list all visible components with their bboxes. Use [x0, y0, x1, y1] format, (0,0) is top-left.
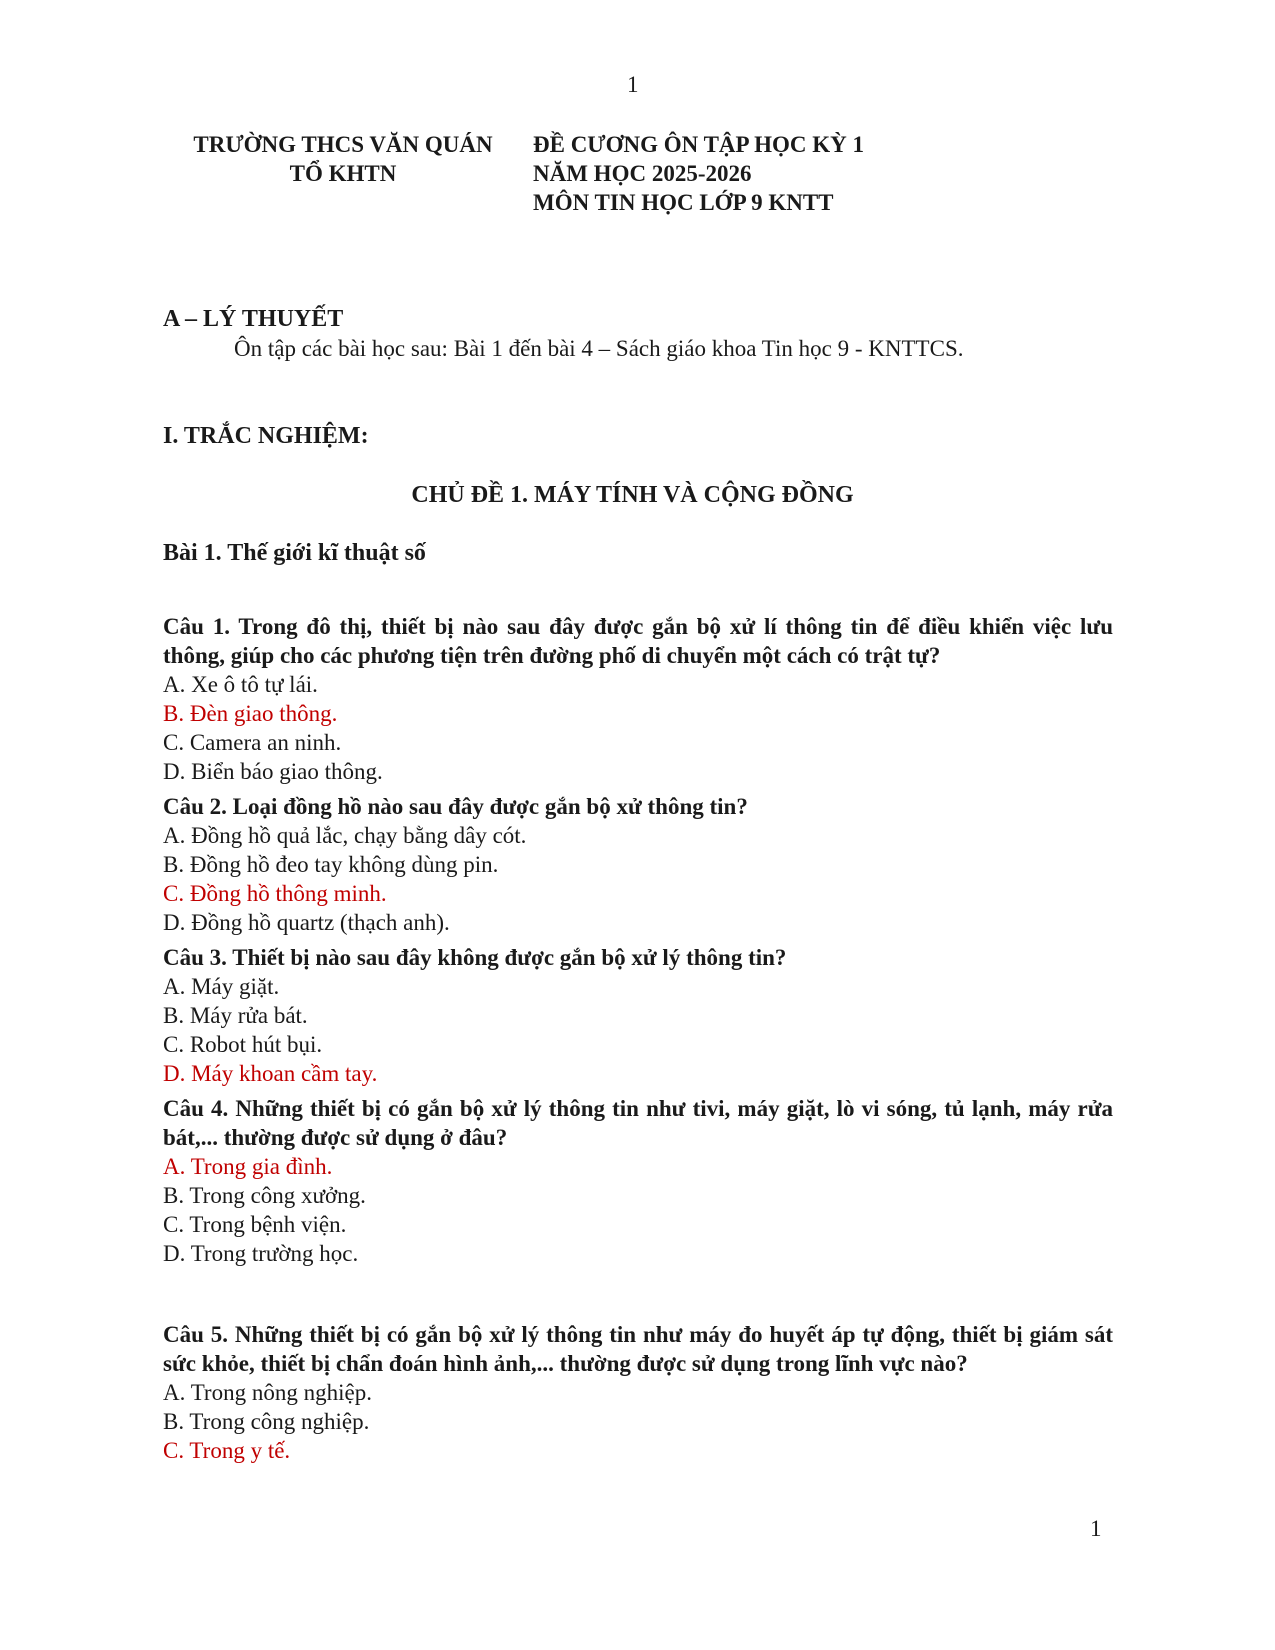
school-year: NĂM HỌC 2025-2026 — [533, 161, 752, 186]
answer-option: B. Trong công xưởng. — [163, 1183, 366, 1208]
page-number-bottom: 1 — [1090, 1516, 1102, 1541]
answer-option: D. Trong trường học. — [163, 1241, 359, 1266]
answer-option: A. Đồng hồ quả lắc, chạy bằng dây cót. — [163, 823, 527, 848]
question-text: Những thiết bị có gắn bộ xử lý thông tin như tivi, máy giặt, lò vi sóng, tủ lạnh, máy rửa bát,... thường được sử dụng ở đâu? — [163, 1096, 1113, 1150]
subject-line: MÔN TIN HỌC LỚP 9 KNTT — [533, 190, 834, 215]
question-3 — [163, 943, 1113, 1088]
answer-option: D. Đồng hồ quartz (thạch anh). — [163, 910, 450, 935]
answer-option-correct: C. Trong y tế. — [163, 1438, 291, 1463]
answer-option: C. Robot hút bụi. — [163, 1032, 323, 1057]
answer-option: A. Máy giặt. — [163, 974, 280, 999]
answer-option-correct: A. Trong gia đình. — [163, 1154, 333, 1179]
question-stem — [163, 792, 1113, 821]
question-stem — [163, 612, 1113, 670]
quiz-heading: I. TRẮC NGHIỆM: — [163, 423, 369, 449]
header-left — [178, 130, 508, 188]
question-text: Những thiết bị có gắn bộ xử lý thông tin như máy đo huyết áp tự động, thiết bị giám sát sức khỏe, thiết bị chẩn đoán hình ảnh,... thường được sử dụng trong lĩnh vực nào? — [163, 1322, 1113, 1376]
question-2 — [163, 792, 1113, 937]
lesson-heading: Bài 1. Thế giới kĩ thuật số — [163, 540, 426, 566]
answer-option: C. Trong bệnh viện. — [163, 1212, 347, 1237]
question-4 — [163, 1094, 1113, 1268]
answer-option: B. Đồng hồ đeo tay không dùng pin. — [163, 852, 499, 877]
answer-option-correct: B. Đèn giao thông. — [163, 701, 338, 726]
answer-option: B. Máy rửa bát. — [163, 1003, 308, 1028]
question-5 — [163, 1320, 1113, 1465]
topic-heading: CHỦ ĐỀ 1. MÁY TÍNH VÀ CỘNG ĐỒNG — [411, 482, 854, 508]
answer-option: A. Xe ô tô tự lái. — [163, 672, 318, 697]
question-stem — [163, 1320, 1113, 1378]
answer-option-correct: D. Máy khoan cầm tay. — [163, 1061, 378, 1086]
question-text: Trong đô thị, thiết bị nào sau đây được gắn bộ xử lí thông tin để điều khiển việc lưu thông, giúp cho các phương tiện trên đường phố di chuyển một cách có trật tự? — [163, 614, 1114, 668]
question-text: Loại đồng hồ nào sau đây được gắn bộ xử thông tin? — [226, 794, 748, 819]
question-label: Câu 2. — [163, 794, 227, 819]
school-name: TRƯỜNG THCS VĂN QUÁN — [193, 132, 493, 157]
document-title: ĐỀ CƯƠNG ÔN TẬP HỌC KỲ 1 — [533, 132, 864, 157]
page-number-top: 1 — [627, 72, 639, 97]
question-stem — [163, 1094, 1113, 1152]
question-1 — [163, 612, 1113, 786]
question-list — [163, 612, 1113, 1465]
answer-option: A. Trong nông nghiệp. — [163, 1380, 372, 1405]
answer-option-correct: C. Đồng hồ thông minh. — [163, 881, 387, 906]
question-label: Câu 4. — [163, 1096, 229, 1121]
question-label: Câu 1. — [163, 614, 230, 639]
question-label: Câu 5. — [163, 1322, 229, 1347]
question-text: . Thiết bị nào sau đây không được gắn bộ xử lý thông tin? — [221, 945, 787, 970]
answer-option: C. Camera an ninh. — [163, 730, 342, 755]
answer-option: B. Trong công nghiệp. — [163, 1409, 370, 1434]
department-name: TỔ KHTN — [289, 161, 397, 186]
question-stem — [163, 943, 1113, 972]
question-label: Câu 3 — [163, 945, 222, 970]
answer-option: D. Biển báo giao thông. — [163, 759, 383, 784]
header-right — [533, 130, 864, 217]
theory-heading: A – LÝ THUYẾT — [163, 306, 344, 332]
theory-text: Ôn tập các bài học sau: Bài 1 đến bài 4 – Sách giáo khoa Tin học 9 - KNTTCS. — [234, 336, 964, 361]
